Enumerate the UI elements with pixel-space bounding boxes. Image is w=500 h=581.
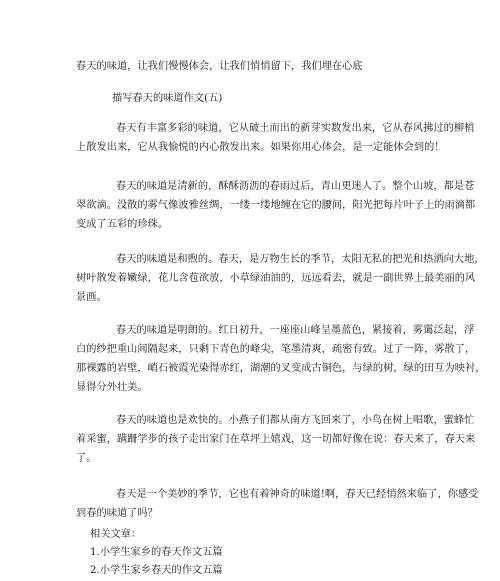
paragraph-line: 上散发出来，它从我愉悦的内心散发出来。如果你用心体会，是一定能体会到的！: [76, 142, 445, 153]
paragraph-line: 春天有丰富多彩的味道，它从破土而出的新芽实数发出来，它从春风拂过的柳梢: [116, 123, 475, 134]
paragraph-line: 白的纱把重山间隔起来，只剩下青色的峰尖，笔墨清爽，疏密有致。过了一阵，雾散了，: [76, 344, 476, 355]
essay-title: 描写春天的味道作文(五): [112, 93, 223, 104]
paragraph-line: 树叶散发着嫩绿，花儿含苞欲放，小草绿油油的，远远看去，就是一副世界上最美丽的风: [76, 273, 476, 284]
paragraph-line: 景画。: [76, 292, 107, 303]
paragraph-line: 着采蜜，蹒跚学步的孩子走出家门在草坪上嬉戏，这一切都好像在说：春天来了，春天来: [76, 434, 476, 445]
paragraph-line: 春天的味道是和煦的。春天，是万物生长的季节，太阳无私的把光和热洒向大地，: [116, 254, 485, 265]
related-heading: 相关文章：: [90, 529, 142, 540]
related-link-2[interactable]: 2.小学生家乡春天的作文五篇: [90, 565, 223, 576]
paragraph-line: 春天是一个美妙的季节，它也有着神奇的味道!啊，春天已经悄然来临了，你感受: [116, 489, 479, 500]
paragraph-line: 春天的味道是明朗的。红日初升，一座座山峰呈墨蓝色，紧接着，雾霭泛起，浮: [116, 325, 475, 336]
paragraph-line: 春天的味道也是欢快的。小燕子们都从南方飞回来了，小鸟在树上唱歌，蜜蜂忙: [116, 415, 475, 426]
paragraph-line: 翠欲滴。没散的雾气像波雅丝绸，一缕一缕地缠在它的腰间，阳光把每片叶子上的雨滴都: [76, 200, 476, 211]
paragraph-line: 那裸露的岩壁，峭石被霞光染得赤红，湖潮的叉变成古铜色，与绿的树，绿的田互为映衬，: [76, 363, 486, 374]
paragraph-line: 春天的味道是清新的，酥酥沥沥的春雨过后，青山更迷人了。整个山坡，都是苍: [116, 181, 475, 192]
paragraph-line: 显得分外壮美。: [76, 382, 148, 393]
related-link-1[interactable]: 1.小学生家乡的春天作文五篇: [90, 547, 223, 558]
paragraph-line: 变成了五彩的珍珠。: [76, 219, 169, 230]
paragraph-line: 了。: [76, 453, 97, 464]
paragraph-line: 到春的味道了吗？: [76, 508, 158, 519]
intro-line: 春天的味道，让我们慢慢体会，让我们悄悄留下，我们埋在心底: [76, 61, 363, 72]
